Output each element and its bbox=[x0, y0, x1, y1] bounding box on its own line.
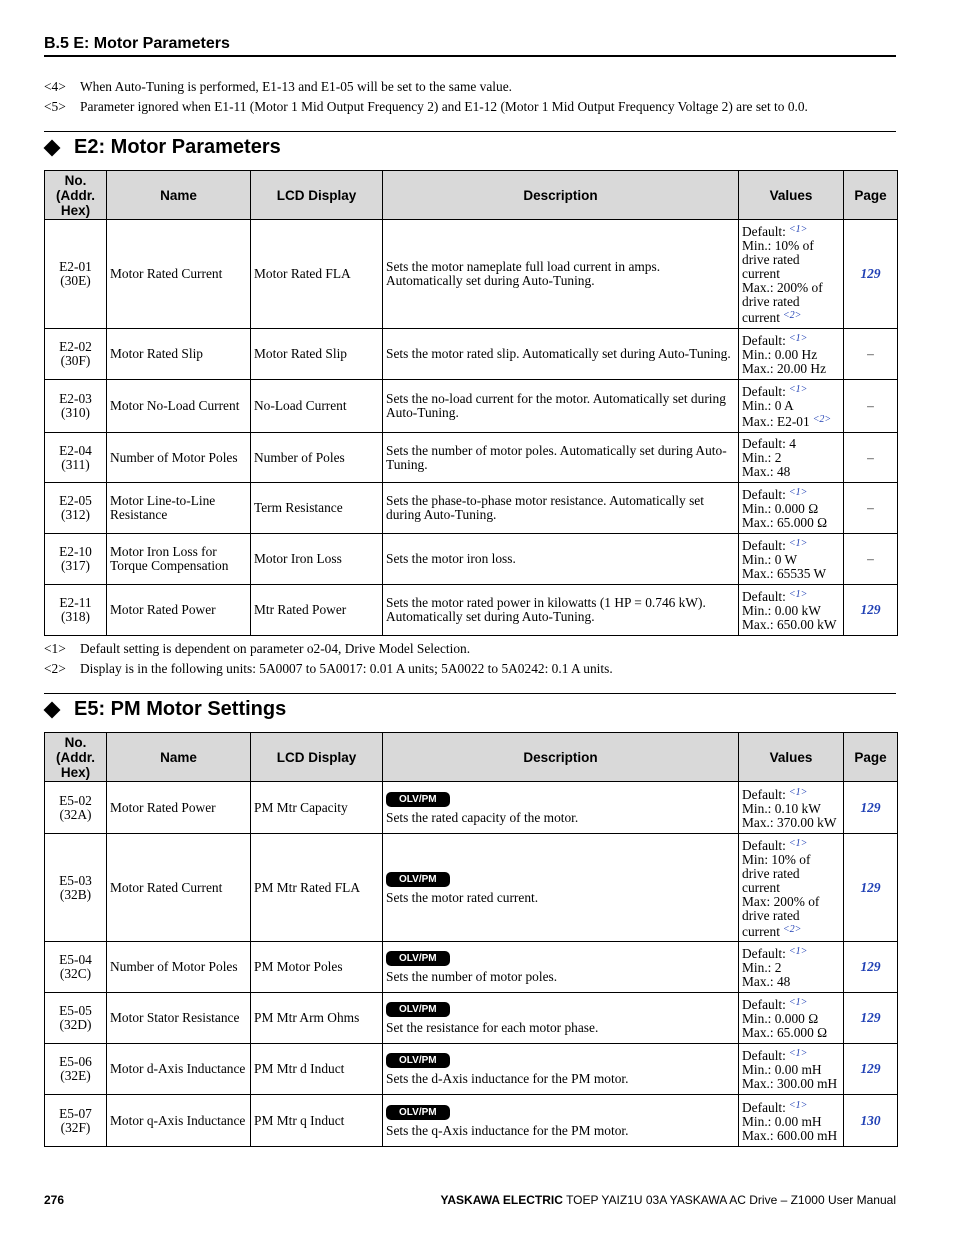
olv-pm-badge: OLV/PM bbox=[386, 1105, 450, 1120]
param-name: Motor Rated Power bbox=[107, 782, 251, 834]
param-no: E5-02 (32A) bbox=[45, 782, 107, 834]
page-ref: – bbox=[844, 329, 898, 380]
param-desc: Sets the motor rated power in kilowatts (1 HP = 0.746 kW). Automatically set during Auto-Tuning. bbox=[383, 585, 739, 636]
param-no: E5-06 (32E) bbox=[45, 1044, 107, 1095]
diamond-bullet-icon bbox=[44, 701, 61, 718]
param-values: Default: $^{<1>}$ Min.: 0 W Max.: 65535 W bbox=[739, 534, 844, 585]
olv-pm-badge: OLV/PM bbox=[386, 1053, 450, 1068]
page-link[interactable]: 129 bbox=[844, 1044, 898, 1095]
table-row bbox=[45, 782, 898, 834]
col-no: No. (Addr. Hex) bbox=[45, 171, 107, 220]
page-ref: – bbox=[844, 534, 898, 585]
olv-pm-badge: OLV/PM bbox=[386, 872, 450, 887]
table-header-row bbox=[45, 733, 898, 782]
heading-e2-text: E2: Motor Parameters bbox=[74, 136, 281, 158]
param-values: Default: $^{<1>}$ Min.: 0.00 mH Max.: 600.00 mH bbox=[739, 1095, 844, 1147]
col-page: Page bbox=[844, 171, 898, 220]
param-no: E5-03 (32B) bbox=[45, 834, 107, 942]
param-lcd: PM Motor Poles bbox=[251, 942, 383, 993]
param-desc: OLV/PM Sets the number of motor poles. bbox=[383, 942, 739, 993]
col-name: Name bbox=[107, 171, 251, 220]
param-name: Motor No-Load Current bbox=[107, 380, 251, 433]
top-notes bbox=[44, 77, 808, 117]
param-no: E5-05 (32D) bbox=[45, 993, 107, 1044]
param-name: Motor d-Axis Inductance bbox=[107, 1044, 251, 1095]
note-item: <1> Default setting is dependent on parameter o2-04, Drive Model Selection. bbox=[44, 641, 471, 656]
param-no: E2-02 (30F) bbox=[45, 329, 107, 380]
param-name: Motor Line-to-Line Resistance bbox=[107, 483, 251, 534]
page-number: 276 bbox=[44, 1193, 65, 1207]
table-row bbox=[45, 1095, 898, 1147]
table-row bbox=[45, 329, 898, 380]
param-name: Motor Rated Power bbox=[107, 585, 251, 636]
section-header bbox=[44, 33, 896, 57]
param-desc: OLV/PM Sets the q-Axis inductance for the PM motor. bbox=[383, 1095, 739, 1147]
param-lcd: PM Mtr d Induct bbox=[251, 1044, 383, 1095]
param-lcd: Motor Rated FLA bbox=[251, 220, 383, 329]
param-lcd: PM Mtr Capacity bbox=[251, 782, 383, 834]
heading-e2 bbox=[44, 136, 281, 159]
param-values: Default: $^{<1>}$ Min.: 0.000 Ω Max.: 65.000 Ω bbox=[739, 483, 844, 534]
e2-parameter-table bbox=[44, 170, 898, 636]
param-name: Motor Stator Resistance bbox=[107, 993, 251, 1044]
param-lcd: PM Mtr Rated FLA bbox=[251, 834, 383, 942]
page-link[interactable]: 130 bbox=[844, 1095, 898, 1147]
param-desc: Sets the motor nameplate full load current in amps. Automatically set during Auto-Tuning. bbox=[383, 220, 739, 329]
param-desc: OLV/PM Sets the rated capacity of the motor. bbox=[383, 782, 739, 834]
col-desc: Description bbox=[383, 171, 739, 220]
param-values: Default: $^{<1>}$ Min: 10% of drive rated current Max: 200% of drive rated current $^{<2>}$ bbox=[739, 834, 844, 942]
param-values: Default: $^{<1>}$ Min.: 0.000 Ω Max.: 65.000 Ω bbox=[739, 993, 844, 1044]
param-desc: Sets the motor rated slip. Automatically set during Auto-Tuning. bbox=[383, 329, 739, 380]
e5-parameter-table bbox=[44, 732, 898, 1147]
table-row bbox=[45, 993, 898, 1044]
table-row bbox=[45, 433, 898, 483]
table-row bbox=[45, 534, 898, 585]
olv-pm-badge: OLV/PM bbox=[386, 1002, 450, 1017]
col-lcd: LCD Display bbox=[251, 171, 383, 220]
param-name: Number of Motor Poles bbox=[107, 433, 251, 483]
param-desc: OLV/PM Sets the motor rated current. bbox=[383, 834, 739, 942]
param-lcd: Motor Iron Loss bbox=[251, 534, 383, 585]
param-lcd: Mtr Rated Power bbox=[251, 585, 383, 636]
param-desc: Sets the no-load current for the motor. Automatically set during Auto-Tuning. bbox=[383, 380, 739, 433]
param-desc: Sets the phase-to-phase motor resistance. Automatically set during Auto-Tuning. bbox=[383, 483, 739, 534]
param-no: E2-05 (312) bbox=[45, 483, 107, 534]
page-ref: – bbox=[844, 433, 898, 483]
param-name: Motor Rated Current bbox=[107, 834, 251, 942]
param-lcd: PM Mtr q Induct bbox=[251, 1095, 383, 1147]
heading-e5 bbox=[44, 698, 286, 721]
heading-e5-text: E5: PM Motor Settings bbox=[74, 698, 287, 720]
param-no: E2-10 (317) bbox=[45, 534, 107, 585]
param-no: E5-04 (32C) bbox=[45, 942, 107, 993]
table-header-row bbox=[45, 171, 898, 220]
param-values: Default: $^{<1>}$ Min.: 0.10 kW Max.: 370.00 kW bbox=[739, 782, 844, 834]
page-link[interactable]: 129 bbox=[844, 993, 898, 1044]
param-desc: OLV/PM Set the resistance for each motor phase. bbox=[383, 993, 739, 1044]
section-title: B.5 E: Motor Parameters bbox=[44, 35, 230, 52]
table-row bbox=[45, 834, 898, 942]
param-no: E2-03 (310) bbox=[45, 380, 107, 433]
table-row bbox=[45, 942, 898, 993]
param-name: Motor Rated Current bbox=[107, 220, 251, 329]
page-ref: – bbox=[844, 483, 898, 534]
param-values: Default: $^{<1>}$ Min.: 0 A Max.: E2-01 $^{<2>}$ bbox=[739, 380, 844, 433]
param-lcd: No-Load Current bbox=[251, 380, 383, 433]
param-values: Default: $^{<1>}$ Min.: 0.00 mH Max.: 300.00 mH bbox=[739, 1044, 844, 1095]
note-item: <2> Display is in the following units: 5A0007 to 5A0017: 0.01 A units; 5A0022 to 5A0242: 0.1 A units. bbox=[44, 661, 613, 676]
param-name: Number of Motor Poles bbox=[107, 942, 251, 993]
note-item: <4> When Auto-Tuning is performed, E1-13 and E1-05 will be set to the same value. bbox=[44, 79, 513, 94]
col-values: Values bbox=[739, 171, 844, 220]
page-ref: – bbox=[844, 380, 898, 433]
divider bbox=[44, 693, 896, 694]
table-row bbox=[45, 220, 898, 329]
param-values: Default: $^{<1>}$ Min.: 0.00 Hz Max.: 20.00 Hz bbox=[739, 329, 844, 380]
param-desc: Sets the number of motor poles. Automatically set during Auto-Tuning. bbox=[383, 433, 739, 483]
col-name: Name bbox=[107, 733, 251, 782]
param-no: E5-07 (32F) bbox=[45, 1095, 107, 1147]
table-row bbox=[45, 483, 898, 534]
col-values: Values bbox=[739, 733, 844, 782]
col-lcd: LCD Display bbox=[251, 733, 383, 782]
param-values: Default: $^{<1>}$ Min.: 0.00 kW Max.: 650.00 kW bbox=[739, 585, 844, 636]
param-no: E2-04 (311) bbox=[45, 433, 107, 483]
param-desc: Sets the motor iron loss. bbox=[383, 534, 739, 585]
table-row bbox=[45, 585, 898, 636]
divider bbox=[44, 131, 896, 132]
param-values: Default: 4 Min.: 2 Max.: 48 bbox=[739, 433, 844, 483]
param-name: Motor Rated Slip bbox=[107, 329, 251, 380]
param-values: Default: $^{<1>}$ Min.: 2 Max.: 48 bbox=[739, 942, 844, 993]
page-link[interactable]: 129 bbox=[844, 585, 898, 636]
page-link[interactable]: 129 bbox=[844, 220, 898, 329]
col-desc: Description bbox=[383, 733, 739, 782]
footer-doc-title: YASKAWA ELECTRIC TOEP YAIZ1U 03A YASKAWA AC Drive – Z1000 User Manual bbox=[440, 1193, 896, 1207]
olv-pm-badge: OLV/PM bbox=[386, 792, 450, 807]
table-row bbox=[45, 1044, 898, 1095]
page-link[interactable]: 129 bbox=[844, 782, 898, 834]
olv-pm-badge: OLV/PM bbox=[386, 951, 450, 966]
page-link[interactable]: 129 bbox=[844, 834, 898, 942]
param-no: E2-01 (30E) bbox=[45, 220, 107, 329]
diamond-bullet-icon bbox=[44, 139, 61, 156]
param-lcd: Motor Rated Slip bbox=[251, 329, 383, 380]
param-lcd: PM Mtr Arm Ohms bbox=[251, 993, 383, 1044]
param-lcd: Term Resistance bbox=[251, 483, 383, 534]
param-no: E2-11 (318) bbox=[45, 585, 107, 636]
param-name: Motor Iron Loss for Torque Compensation bbox=[107, 534, 251, 585]
param-desc: OLV/PM Sets the d-Axis inductance for the PM motor. bbox=[383, 1044, 739, 1095]
param-name: Motor q-Axis Inductance bbox=[107, 1095, 251, 1147]
col-page: Page bbox=[844, 733, 898, 782]
note-item: <5> Parameter ignored when E1-11 (Motor 1 Mid Output Frequency 2) and E1-12 (Motor 1 Mid Output Frequency Voltage 2) are set to 0.0. bbox=[44, 99, 808, 114]
param-values: Default: $^{<1>}$ Min.: 10% of drive rated current Max.: 200% of drive rated current $^{<2>}$ bbox=[739, 220, 844, 329]
table-row bbox=[45, 380, 898, 433]
col-no: No. (Addr. Hex) bbox=[45, 733, 107, 782]
e2-notes bbox=[44, 639, 613, 679]
page-link[interactable]: 129 bbox=[844, 942, 898, 993]
param-lcd: Number of Poles bbox=[251, 433, 383, 483]
